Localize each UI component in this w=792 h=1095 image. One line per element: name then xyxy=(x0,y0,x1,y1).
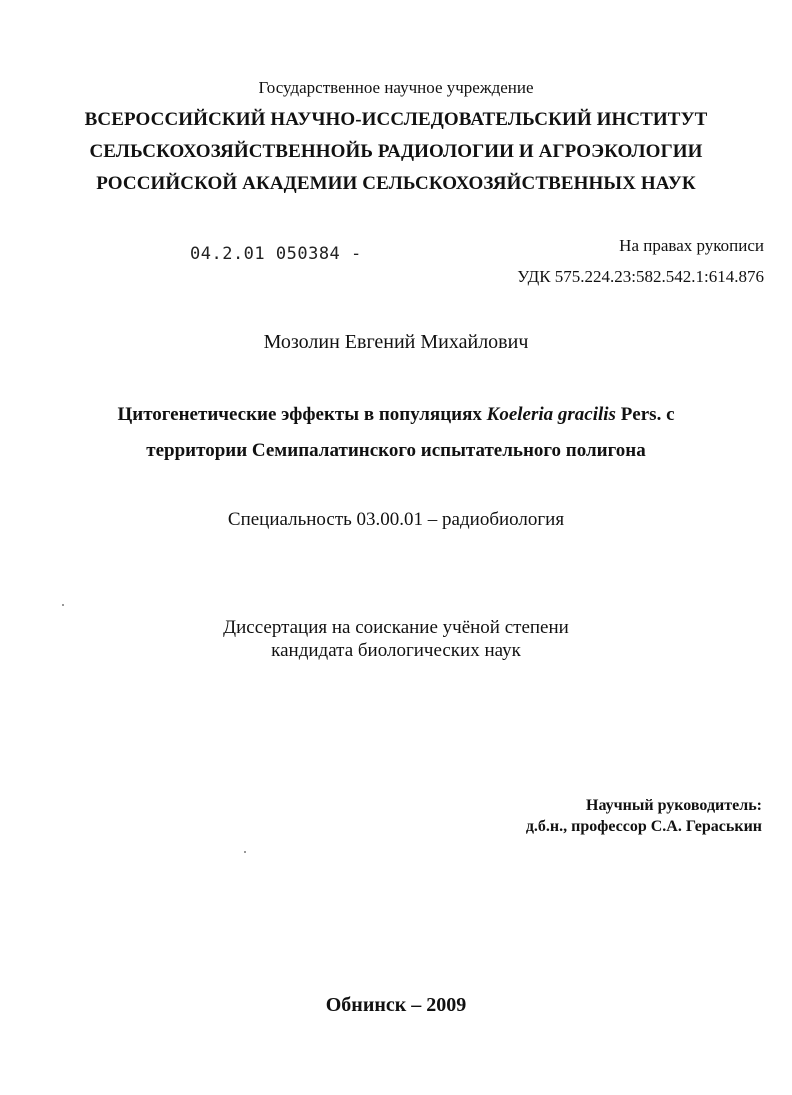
udc-code: УДК 575.224.23:582.542.1:614.876 xyxy=(517,267,764,286)
city-year: Обнинск – 2009 xyxy=(325,994,467,1016)
specialty: Специальность 03.00.01 – радиобиология xyxy=(227,509,565,530)
institution-name-line-2: СЕЛЬСКОХОЗЯЙСТВЕННОЙЬ РАДИОЛОГИИ И АГРОЭКОЛОГИИ xyxy=(89,141,703,162)
supervisor-label: Научный руководитель: xyxy=(586,797,762,814)
library-stamp-number: 04.2.01 050384 - xyxy=(190,244,362,264)
institution-name-line-3: РОССИЙСКОЙ АКАДЕМИИ СЕЛЬСКОХОЗЯЙСТВЕННЫХ НАУК xyxy=(96,173,696,194)
supervisor-name: д.б.н., профессор С.А. Гераськин xyxy=(525,818,762,835)
manuscript-rights: На правах рукописи xyxy=(619,236,764,255)
institution-type: Государственное научное учреждение xyxy=(258,78,534,97)
institution-name-line-1: ВСЕРОССИЙСКИЙ НАУЧНО-ИССЛЕДОВАТЕЛЬСКИЙ ИНСТИТУТ xyxy=(84,109,708,130)
thesis-title-line-2: территории Семипалатинского испытательного полигона xyxy=(146,440,646,461)
dissertation-degree-line-2: кандидата биологических наук xyxy=(271,640,521,661)
thesis-title-line-1 xyxy=(0,404,792,426)
title-prefix: Цитогенетические эффекты в популяциях xyxy=(117,404,487,425)
title-suffix: Pers. с xyxy=(615,404,675,425)
scan-speck xyxy=(62,604,64,606)
author-name: Мозолин Евгений Михайлович xyxy=(263,331,529,353)
dissertation-degree-line-1: Диссертация на соискание учёной степени xyxy=(223,617,569,638)
species-name: Koeleria gracilis xyxy=(486,404,616,425)
scan-speck xyxy=(244,851,246,853)
